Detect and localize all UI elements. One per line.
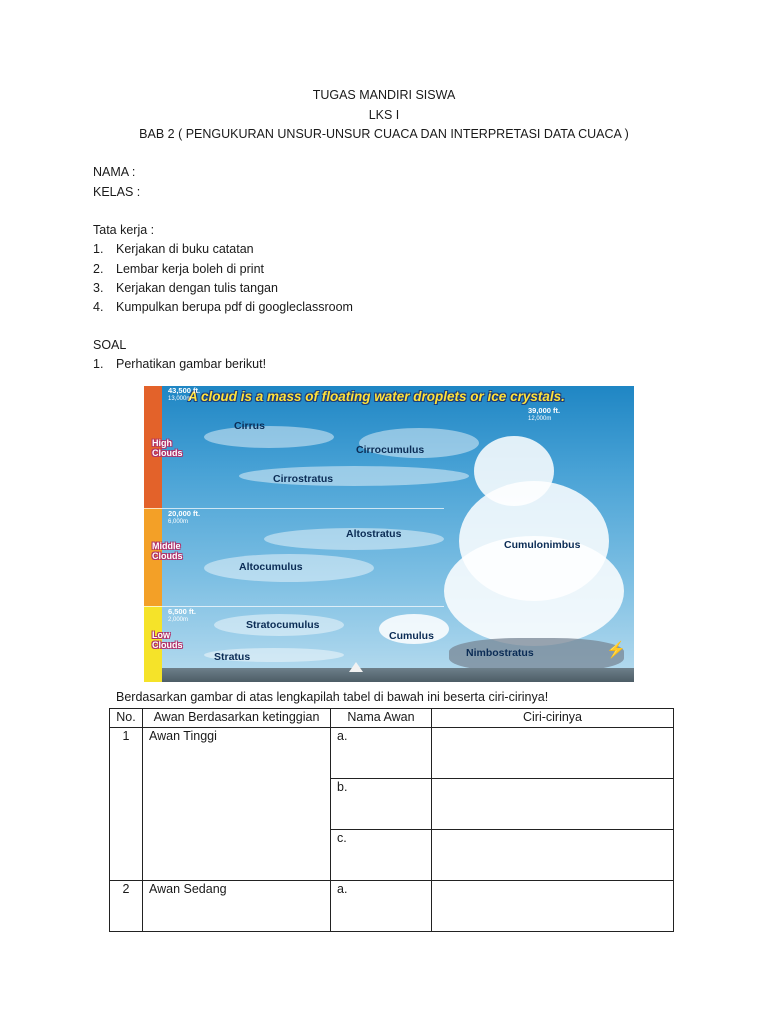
characteristics-cell[interactable] — [432, 779, 674, 830]
cloud-name-cell[interactable]: b. — [331, 779, 432, 830]
list-item: Lembar kerja boleh di print — [116, 262, 264, 276]
kelas-label: KELAS : — [93, 185, 141, 199]
nama-label: NAMA : — [93, 165, 136, 179]
altitude-meters: 13,000m — [168, 396, 192, 402]
table-row — [110, 728, 674, 779]
ground-strip — [162, 668, 634, 682]
zone-label-line: Clouds — [152, 551, 183, 561]
altitude-label — [168, 608, 196, 624]
question-number: 1. — [93, 357, 104, 371]
doc-subtitle: LKS I — [368, 108, 400, 122]
figure-title: A cloud is a mass of floating water droplets or ice crystals. — [188, 389, 565, 404]
cloud-classification-table — [109, 708, 674, 932]
list-item-number: 2. — [93, 262, 104, 276]
list-item-number: 1. — [93, 242, 104, 256]
header-no: No. — [110, 709, 143, 728]
row-number: 2 — [110, 881, 143, 932]
cumulus-label: Cumulus — [389, 630, 434, 642]
cloud-name-cell[interactable]: c. — [331, 830, 432, 881]
header-altitude: Awan Berdasarkan ketinggian — [143, 709, 331, 728]
header-cloud-name: Nama Awan — [331, 709, 432, 728]
altitude-label — [168, 510, 200, 526]
table-instruction: Berdasarkan gambar di atas lengkapilah tabel di bawah ini beserta ciri-cirinya! — [116, 690, 549, 704]
soal-title: SOAL — [93, 338, 127, 352]
list-item-number: 4. — [93, 300, 104, 314]
sailboat-icon — [349, 662, 363, 672]
cloud-types-figure — [144, 386, 634, 682]
cirrocumulus-label: Cirrocumulus — [356, 444, 425, 456]
characteristics-cell[interactable] — [432, 881, 674, 932]
characteristics-cell[interactable] — [432, 728, 674, 779]
list-item-number: 3. — [93, 281, 104, 295]
row-number: 1 — [110, 728, 143, 881]
characteristics-cell[interactable] — [432, 830, 674, 881]
altitude-feet: 20,000 ft. — [168, 509, 201, 518]
zone-label-line: Low — [152, 630, 170, 640]
header-characteristics: Ciri-cirinya — [432, 709, 674, 728]
cirrostratus-label: Cirrostratus — [273, 473, 334, 485]
altocumulus-label: Altocumulus — [239, 561, 303, 573]
cumulonimbus-label: Cumulonimbus — [504, 539, 581, 551]
altitude-meters: 6,000m — [168, 519, 189, 525]
zone-label-line: High — [152, 438, 172, 448]
lightning-icon: ⚡ — [606, 642, 626, 659]
stratocumulus-label: Stratocumulus — [246, 619, 320, 631]
zone-label-line: Clouds — [152, 448, 183, 458]
altitude-meters: 2,000m — [168, 617, 189, 623]
zone-label-line: Middle — [152, 541, 181, 551]
middle-clouds-label — [152, 541, 183, 561]
cirrus-cloud-shape — [204, 426, 334, 448]
cloud-name-cell[interactable]: a. — [331, 728, 432, 779]
nimbostratus-label: Nimbostratus — [466, 647, 534, 659]
altitude-category: Awan Tinggi — [143, 728, 331, 881]
zone-label-line: Clouds — [152, 640, 183, 650]
altostratus-label: Altostratus — [346, 528, 402, 540]
cumulonimbus-cloud-shape — [444, 536, 624, 646]
altitude-category: Awan Sedang — [143, 881, 331, 932]
altitude-meters: 12,000m — [528, 416, 552, 422]
doc-title: TUGAS MANDIRI SISWA — [312, 88, 456, 102]
list-item: Kerjakan di buku catatan — [116, 242, 254, 256]
high-clouds-label — [152, 438, 183, 458]
tata-kerja-title: Tata kerja : — [93, 223, 155, 237]
altitude-label — [168, 387, 200, 403]
chapter-title: BAB 2 ( PENGUKURAN UNSUR-UNSUR CUACA DAN INTERPRETASI DATA CUACA ) — [139, 127, 629, 141]
table-header-row — [110, 709, 674, 728]
low-clouds-label — [152, 630, 183, 650]
list-item: Kumpulkan berupa pdf di googleclassroom — [116, 300, 353, 314]
altitude-feet: 39,000 ft. — [528, 406, 561, 415]
altitude-label — [528, 407, 560, 423]
cirrus-label: Cirrus — [234, 420, 265, 432]
cloud-name-cell[interactable]: a. — [331, 881, 432, 932]
table-row — [110, 881, 674, 932]
altitude-feet: 6,500 ft. — [168, 607, 196, 616]
altitude-feet: 43,500 ft. — [168, 386, 201, 395]
question-text: Perhatikan gambar berikut! — [116, 357, 267, 371]
stratus-label: Stratus — [214, 651, 251, 663]
list-item: Kerjakan dengan tulis tangan — [116, 281, 278, 295]
